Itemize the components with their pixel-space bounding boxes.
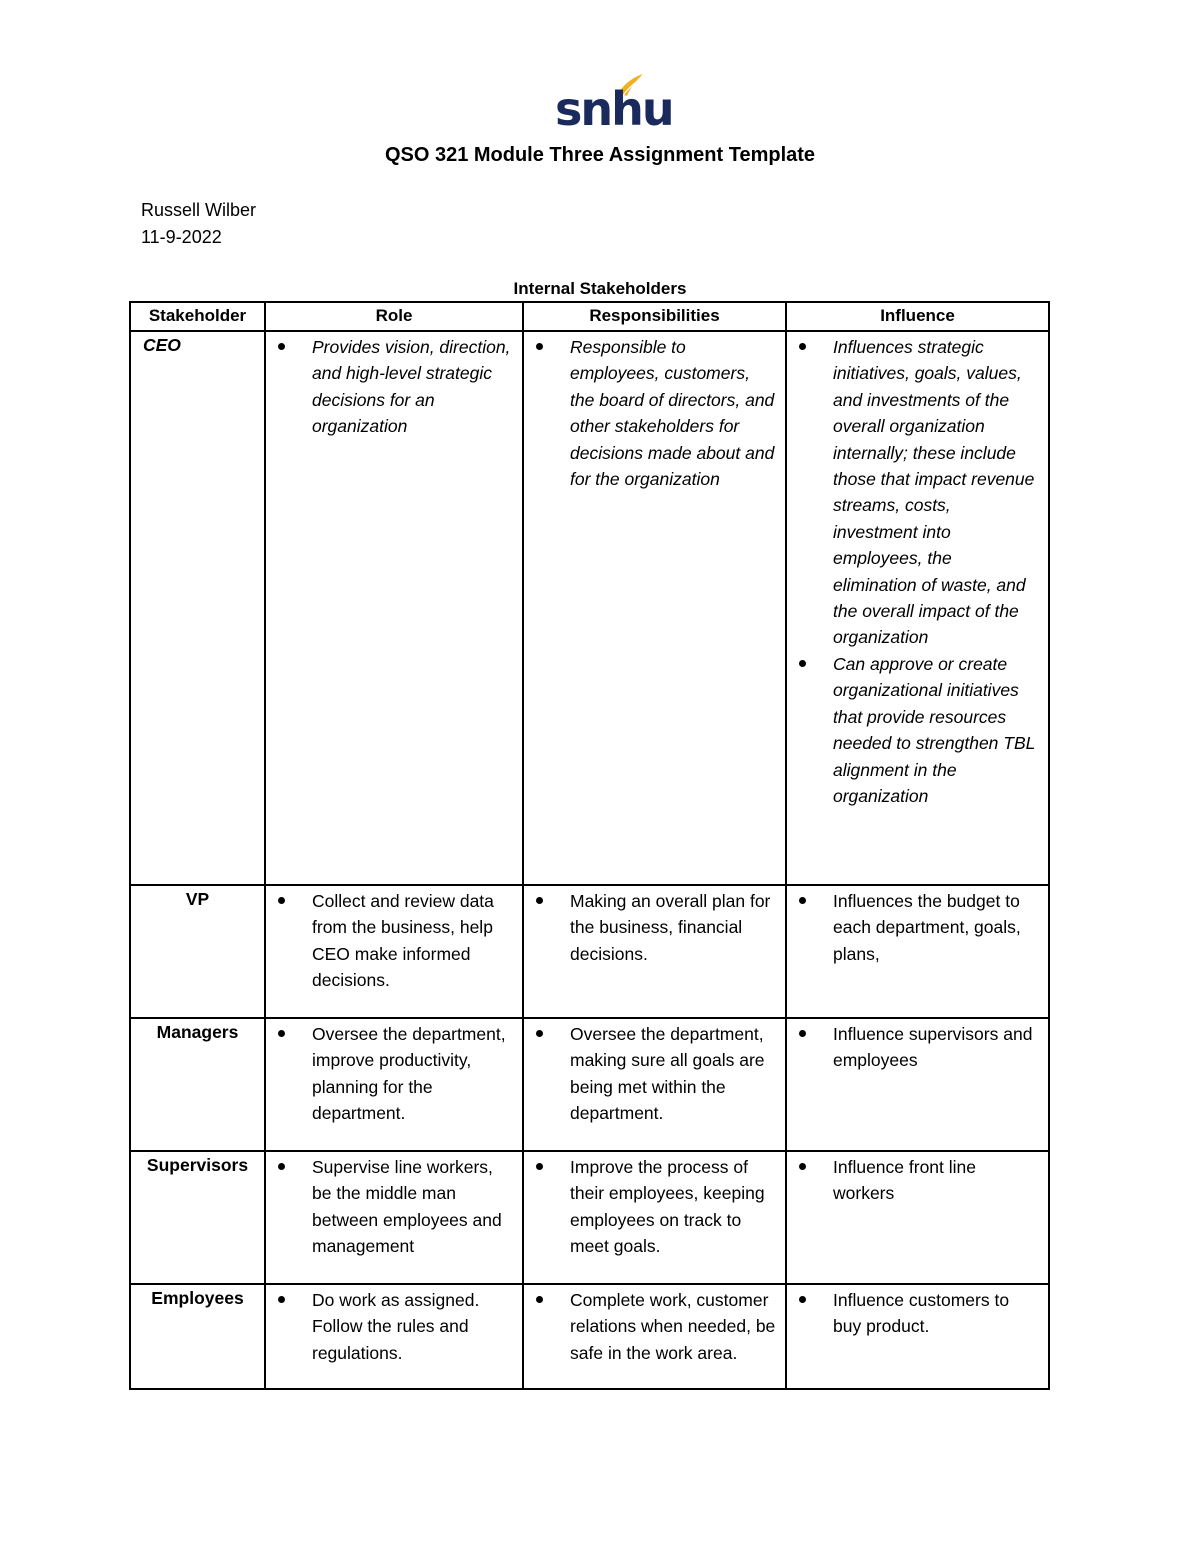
stakeholder-name: Supervisors	[130, 1151, 265, 1284]
table-header-row	[130, 302, 1049, 331]
influence-cell	[786, 1018, 1049, 1151]
list-item: Complete work, customer relations when needed, be safe in the work area.	[524, 1287, 777, 1366]
list-item: Provides vision, direction, and high-level strategic decisions for an organization	[266, 334, 514, 440]
table-row	[130, 885, 1049, 1018]
influence-cell	[786, 1284, 1049, 1389]
responsibilities-cell	[523, 1018, 786, 1151]
responsibilities-cell	[523, 1151, 786, 1284]
list-item: Can approve or create organizational initiatives that provide resources needed to strengthen TBL alignment in the organization	[787, 651, 1040, 809]
list-item: Influence supervisors and employees	[787, 1021, 1040, 1074]
role-cell	[265, 885, 523, 1018]
header-stakeholder: Stakeholder	[130, 302, 265, 331]
influence-cell	[786, 885, 1049, 1018]
list-item: Responsible to employees, customers, the board of directors, and other stakeholders for decisions made about and for the organization	[524, 334, 777, 492]
role-cell	[265, 1284, 523, 1389]
role-cell	[265, 1151, 523, 1284]
stakeholder-table	[129, 301, 1050, 1390]
list-item: Collect and review data from the business, help CEO make informed decisions.	[266, 888, 514, 994]
author-name: Russell Wilber	[141, 200, 257, 220]
role-cell	[265, 1018, 523, 1151]
list-item: Improve the process of their employees, keeping employees on track to meet goals.	[524, 1154, 777, 1260]
header-role: Role	[265, 302, 523, 331]
table-row	[130, 1284, 1049, 1389]
stakeholder-name: VP	[130, 885, 265, 1018]
table-row	[130, 1018, 1049, 1151]
list-item: Influence front line workers	[787, 1154, 1040, 1207]
responsibilities-cell	[523, 331, 786, 885]
list-item: Oversee the department, improve productivity, planning for the department.	[266, 1021, 514, 1127]
table-caption: Internal Stakeholders	[513, 279, 687, 298]
snhu-logo	[555, 72, 673, 136]
header-influence: Influence	[786, 302, 1049, 331]
document-date: 11-9-2022	[141, 227, 222, 247]
list-item: Influences strategic initiatives, goals, values, and investments of the overall organization internally; these include those that impact revenue streams, costs, investment into employees, the elimination of waste, and the overall impact of the organization	[787, 334, 1040, 651]
list-item: Do work as assigned. Follow the rules and regulations.	[266, 1287, 514, 1366]
stakeholder-name: Employees	[130, 1284, 265, 1389]
list-item: Influences the budget to each department, goals, plans,	[787, 888, 1040, 967]
responsibilities-cell	[523, 885, 786, 1018]
table-row	[130, 331, 1049, 885]
stakeholder-name: CEO	[130, 331, 265, 885]
influence-cell	[786, 331, 1049, 885]
responsibilities-cell	[523, 1284, 786, 1389]
list-item: Influence customers to buy product.	[787, 1287, 1040, 1340]
role-cell	[265, 331, 523, 885]
influence-cell	[786, 1151, 1049, 1284]
logo-wordmark: snhu	[555, 82, 673, 136]
table-row	[130, 1151, 1049, 1284]
header-responsibilities: Responsibilities	[523, 302, 786, 331]
stakeholder-name: Managers	[130, 1018, 265, 1151]
list-item: Oversee the department, making sure all goals are being met within the department.	[524, 1021, 777, 1127]
list-item: Supervise line workers, be the middle man between employees and management	[266, 1154, 514, 1260]
document-title: QSO 321 Module Three Assignment Template	[384, 144, 816, 166]
list-item: Making an overall plan for the business, financial decisions.	[524, 888, 777, 967]
